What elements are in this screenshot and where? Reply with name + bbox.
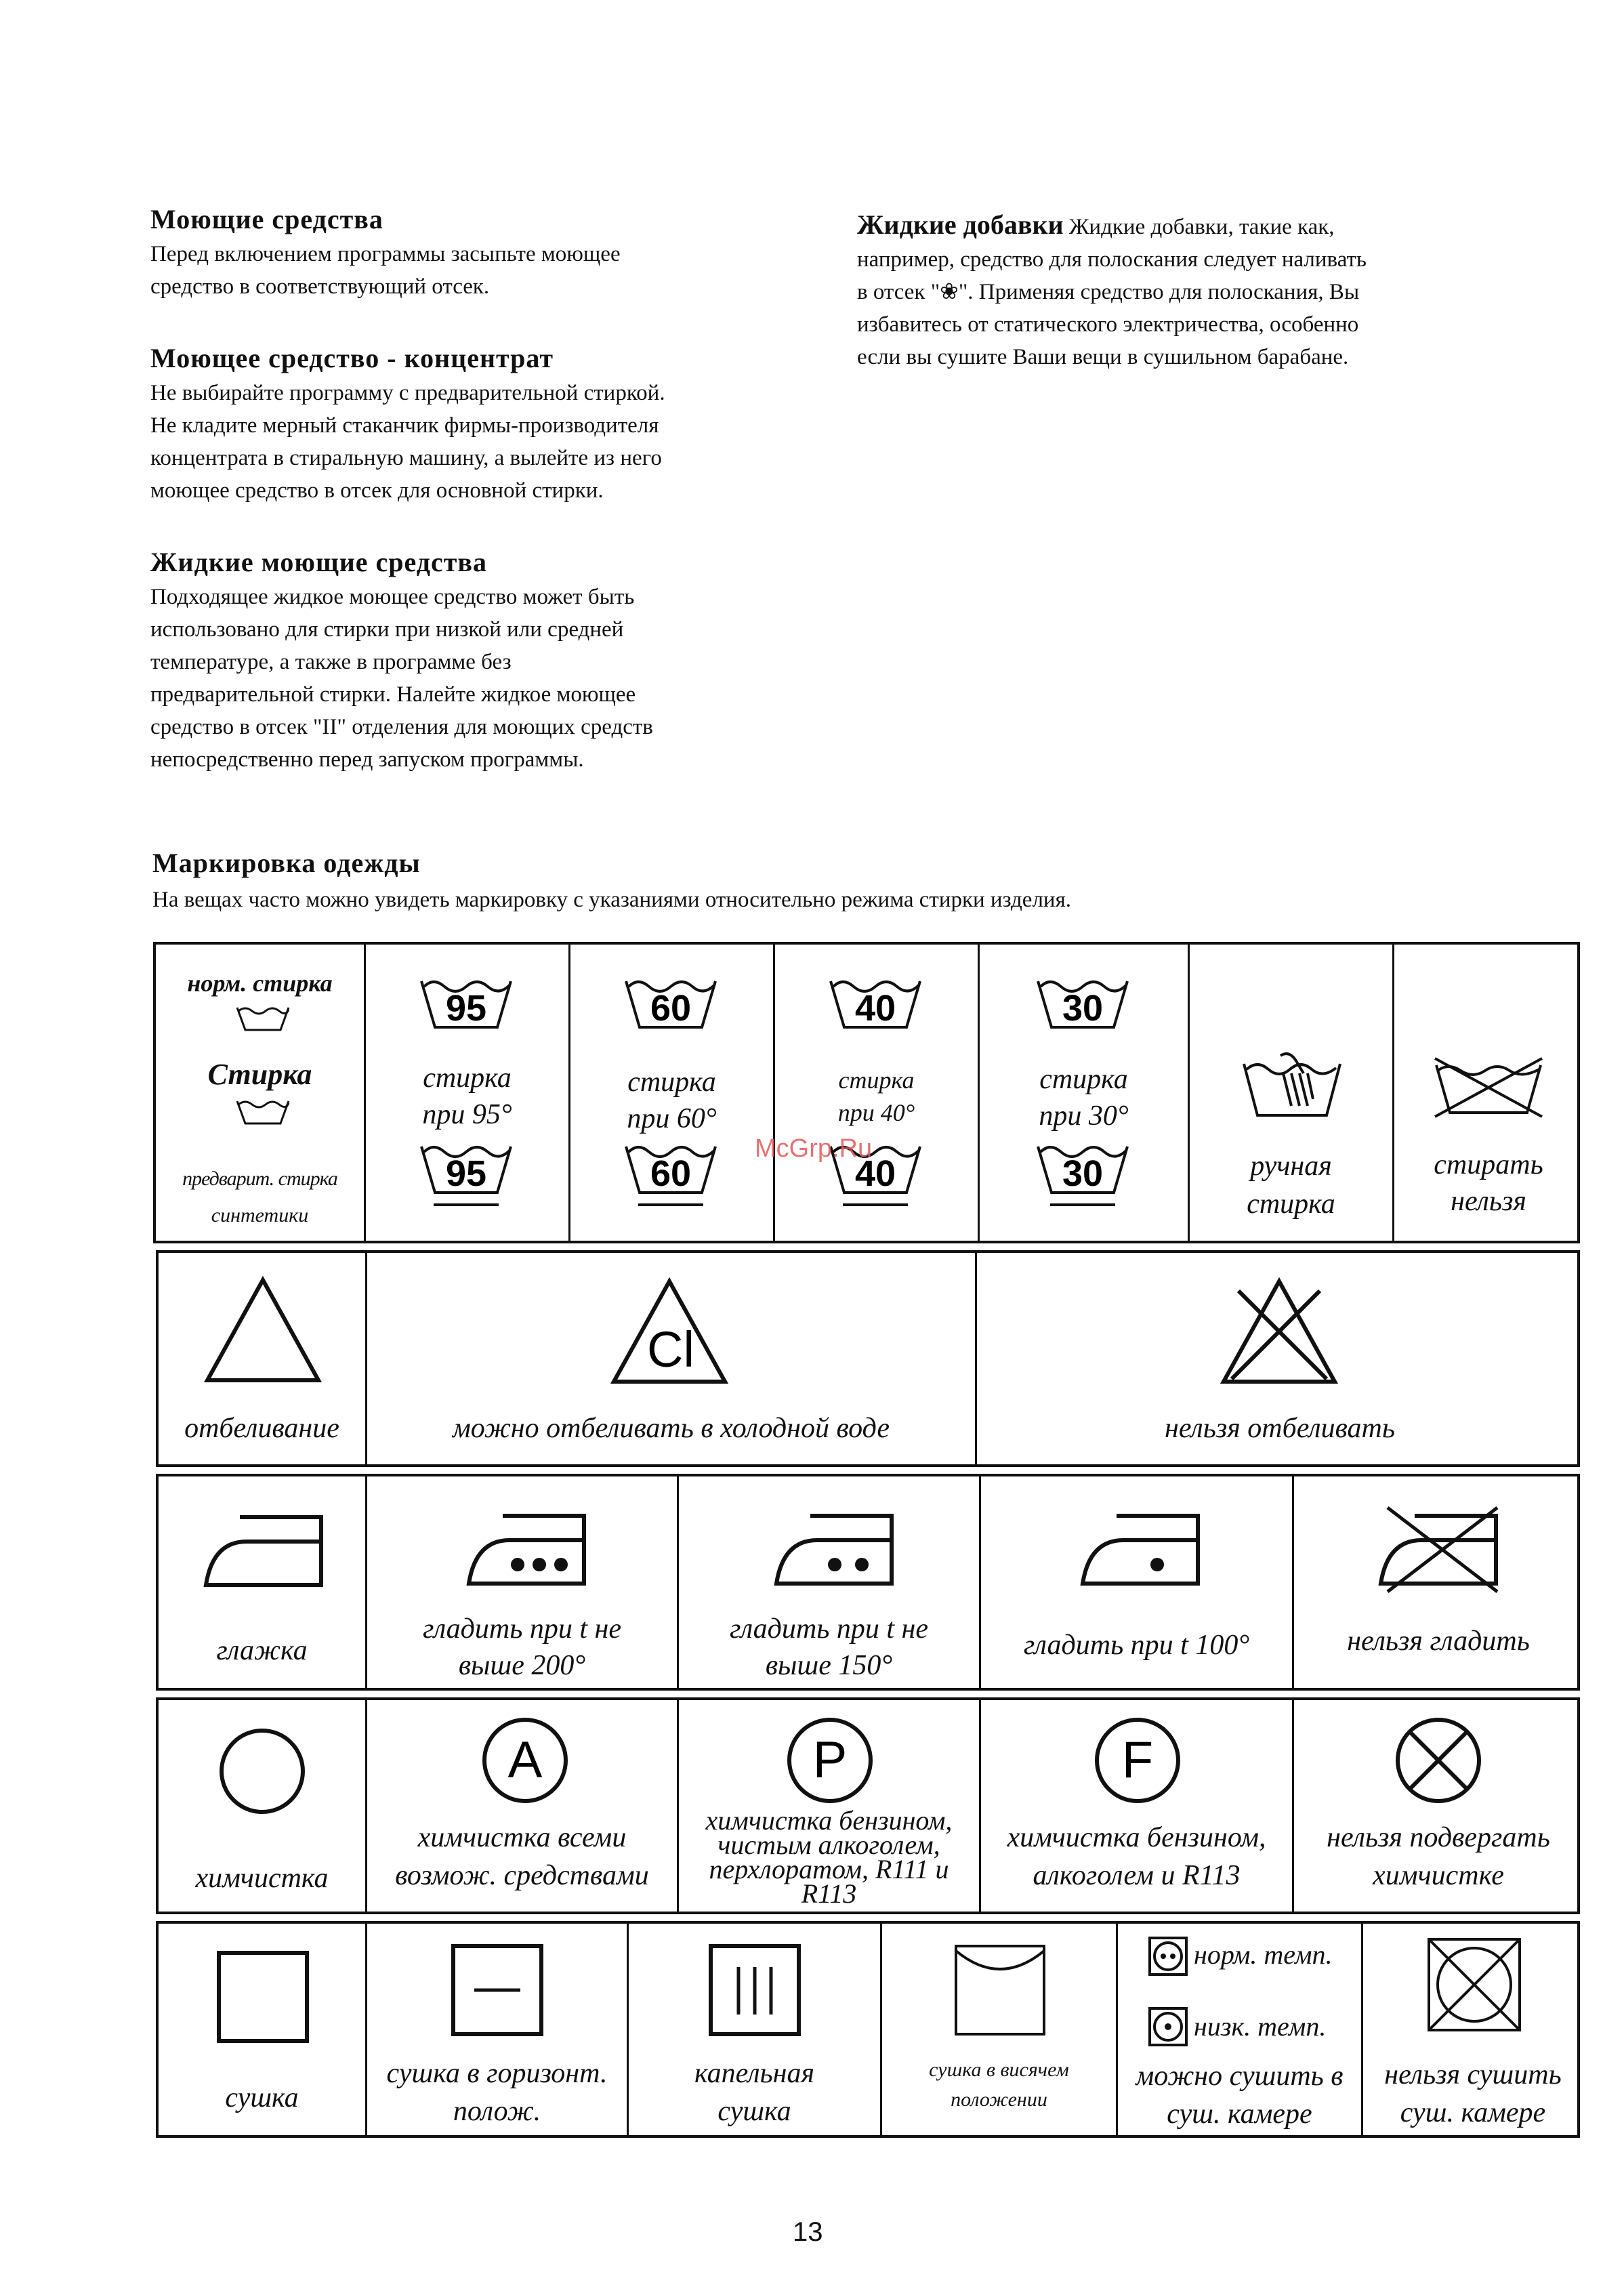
label-wash-40-line2: при 40° xyxy=(837,1099,915,1126)
wash-tub-95-synthetic-icon xyxy=(419,1142,514,1210)
label-dry-clean: химчистка xyxy=(195,1863,329,1894)
para-line: средство в соответствующий отсек. xyxy=(150,274,490,299)
para-line: использовано для стирки при низкой или средней xyxy=(150,617,624,642)
cell-no-wash xyxy=(1394,945,1583,1241)
label-dry-clean-f-2: алкоголем и R113 xyxy=(1033,1860,1241,1891)
label-iron-100: гладить при t 100° xyxy=(1023,1630,1250,1661)
dry-clean-circle-icon xyxy=(218,1727,306,1815)
no-dry-clean-icon xyxy=(1394,1716,1482,1804)
label-dry-clean-p-2: чистым алкоголем, xyxy=(717,1830,940,1860)
label-hang-dry-2: положении xyxy=(951,2088,1047,2111)
para-line: непосредственно перед запуском программы. xyxy=(150,747,584,772)
cell-dry-clean xyxy=(159,1700,367,1912)
temp-95: 95 xyxy=(445,1153,487,1194)
label-normal-wash: норм. стирка xyxy=(187,970,333,997)
label-synthetics: синтетики xyxy=(211,1204,309,1226)
f-symbol: F xyxy=(1121,1731,1154,1789)
cell-wash-60 xyxy=(570,945,775,1241)
cell-hang-dry xyxy=(882,1924,1118,2135)
label-prewash: предварит. стирка xyxy=(182,1168,337,1190)
wash-tub-icon xyxy=(236,1099,290,1126)
cell-wash-types xyxy=(156,945,366,1241)
left-column xyxy=(150,203,828,776)
cell-bleach-cold xyxy=(367,1253,977,1464)
label-tumble-1: можно сушить в xyxy=(1136,2061,1344,2092)
wash-tub-60-synthetic-icon xyxy=(623,1142,718,1210)
bleach-triangle-icon xyxy=(202,1276,324,1384)
label-wash-95-line2: при 95° xyxy=(422,1099,512,1130)
cell-dry-clean-p xyxy=(679,1700,981,1912)
dry-clean-a-icon xyxy=(481,1716,569,1804)
table-row-ironing xyxy=(156,1474,1580,1691)
temp-60: 60 xyxy=(650,1153,692,1194)
tumble-low-icon xyxy=(1148,2006,1188,2047)
watermark: McGrp.Ru xyxy=(755,1134,873,1163)
label-iron-150-2: выше 150° xyxy=(765,1650,893,1681)
para-line: Не кладите мерный стаканчик фирмы-производителя xyxy=(150,413,659,438)
table-row-bleaching xyxy=(156,1250,1580,1467)
label-drying: сушка xyxy=(225,2082,299,2113)
cell-drying xyxy=(159,1924,367,2135)
bleach-cl-icon xyxy=(608,1277,730,1386)
label-dry-clean-p-4: R113 xyxy=(801,1878,857,1909)
dry-flat-icon xyxy=(451,1944,543,2036)
drying-square-icon xyxy=(217,1951,309,2043)
label-iron: глажка xyxy=(216,1635,308,1666)
temp-95: 95 xyxy=(445,988,487,1029)
no-bleach-icon xyxy=(1218,1277,1340,1386)
label-wash: Стирка xyxy=(207,1058,312,1091)
para-line: предварительной стирки. Налейте жидкое моющее xyxy=(150,682,636,707)
label-tumble-normal: норм. темп. xyxy=(1194,1939,1333,1970)
label-wash-95-line1: стирка xyxy=(423,1062,512,1094)
para-line: если вы сушите Ваши вещи в сушильном барабане. xyxy=(857,345,1349,369)
label-drip-dry-2: сушка xyxy=(717,2096,791,2127)
cell-drip-dry xyxy=(629,1924,882,2135)
temp-30: 30 xyxy=(1062,1153,1104,1194)
label-dry-clean-a-1: химчистка всеми xyxy=(417,1822,627,1853)
tumble-normal-icon xyxy=(1148,1936,1188,1977)
label-no-tumble-2: суш. камере xyxy=(1400,2097,1546,2128)
label-dry-flat-2: полож. xyxy=(453,2096,541,2127)
cell-hand-wash xyxy=(1190,945,1394,1241)
para-line xyxy=(857,209,1535,243)
label-dry-clean-p-3: перхлоратом, R111 и xyxy=(709,1854,949,1884)
label-hang-dry-1: сушка в висячем xyxy=(929,2059,1069,2081)
wash-tub-95-icon xyxy=(419,977,514,1031)
para-line: Перед включением программы засыпьте моющее xyxy=(150,242,621,266)
dry-clean-p-icon xyxy=(786,1716,874,1804)
label-hand-wash-2: стирка xyxy=(1247,1189,1335,1220)
cell-iron-100 xyxy=(981,1476,1294,1688)
label-no-tumble-1: нельзя сушить xyxy=(1384,2059,1562,2090)
label-no-wash-1: стирать xyxy=(1434,1149,1543,1180)
marking-title: Маркировка одежды xyxy=(152,848,421,878)
cell-wash-40 xyxy=(755,945,980,1241)
cell-iron-200 xyxy=(367,1476,679,1688)
cell-no-tumble-dry xyxy=(1363,1924,1583,2135)
section-title-liquid: Жидкие моющие средства xyxy=(150,547,487,577)
section-title-additives: Жидкие добавки xyxy=(857,209,1064,240)
label-iron-150-1: гладить при t не xyxy=(730,1613,928,1645)
iron-2-dots-icon xyxy=(770,1513,898,1588)
cell-wash-95 xyxy=(366,945,570,1241)
cell-dry-clean-f xyxy=(981,1700,1294,1912)
wash-tub-icon xyxy=(236,1006,290,1033)
cell-iron xyxy=(159,1476,367,1688)
label-dry-clean-p-1: химчистка бензином, xyxy=(705,1805,953,1836)
cell-iron-150 xyxy=(679,1476,981,1688)
para-line: Не выбирайте программу с предварительной стиркой. xyxy=(150,381,665,405)
p-symbol: P xyxy=(812,1731,848,1789)
label-tumble-2: суш. камере xyxy=(1167,2099,1312,2130)
no-tumble-dry-icon xyxy=(1427,1937,1522,2032)
cell-dry-clean-a xyxy=(367,1700,679,1912)
iron-3-dots-icon xyxy=(462,1513,591,1588)
table-row-dry-cleaning xyxy=(156,1697,1580,1914)
temp-40: 40 xyxy=(854,988,896,1029)
cell-tumble-dry xyxy=(1118,1924,1363,2135)
label-no-dry-clean-1: нельзя подвергать xyxy=(1327,1822,1550,1853)
label-bleach-cold: можно отбеливать в холодной воде xyxy=(452,1413,890,1444)
a-symbol: A xyxy=(507,1731,543,1789)
marking-intro: На вещах часто можно увидеть маркировку с указаниями относительно режима стирки изделия. xyxy=(152,888,1072,912)
para-line: моющее средство в отсек для основной стирки. xyxy=(150,478,604,503)
label-wash-60-line1: стирка xyxy=(627,1067,716,1098)
label-dry-clean-f-1: химчистка бензином, xyxy=(1007,1822,1266,1853)
iron-1-dot-icon xyxy=(1076,1513,1205,1588)
cell-no-dry-clean xyxy=(1294,1700,1583,1912)
cell-bleach xyxy=(159,1253,367,1464)
label-bleach: отбеливание xyxy=(184,1413,339,1444)
hang-dry-icon xyxy=(954,1944,1046,2036)
label-no-bleach: нельзя отбеливать xyxy=(1164,1413,1396,1444)
para-line: температуре, а также в программе без xyxy=(150,650,512,674)
label-no-dry-clean-2: химчистке xyxy=(1373,1860,1504,1891)
para-line: Подходящее жидкое моющее средство может быть xyxy=(150,585,635,609)
label-dry-flat-1: сушка в горизонт. xyxy=(386,2058,608,2089)
cl-symbol: Cl xyxy=(647,1321,694,1378)
iron-icon xyxy=(199,1514,328,1589)
label-dry-clean-a-2: возмож. средствами xyxy=(395,1860,649,1891)
label-wash-40-line1: стирка xyxy=(838,1067,915,1094)
section-title-concentrate: Моющее средство - концентрат xyxy=(150,343,554,373)
para-line: избавитесь от статического электричества, особенно xyxy=(857,312,1359,337)
section-title-detergents: Моющие средства xyxy=(150,204,383,234)
para-line: концентрата в стиральную машину, а вылейте из него xyxy=(150,446,662,470)
table-row-washing xyxy=(153,942,1580,1243)
wash-tub-60-icon xyxy=(623,977,718,1031)
cell-no-bleach xyxy=(977,1253,1583,1464)
wash-tub-40-icon xyxy=(828,977,923,1031)
page-number: 13 xyxy=(793,2217,823,2247)
para-first-line: Жидкие добавки, такие как, xyxy=(1063,215,1335,239)
no-wash-icon xyxy=(1431,1058,1546,1117)
label-wash-60-line2: при 60° xyxy=(627,1103,717,1134)
label-tumble-low: низк. темп. xyxy=(1194,2011,1327,2042)
label-wash-30-line1: стирка xyxy=(1039,1064,1128,1095)
cell-no-iron xyxy=(1294,1476,1583,1688)
dry-clean-f-icon xyxy=(1094,1716,1182,1804)
label-iron-200-1: гладить при t не xyxy=(423,1613,621,1645)
hand-wash-icon xyxy=(1241,1053,1343,1121)
label-hand-wash-1: ручная xyxy=(1250,1151,1332,1182)
drip-dry-icon xyxy=(709,1944,801,2036)
label-wash-30-line2: при 30° xyxy=(1039,1100,1129,1132)
table-row-drying xyxy=(156,1921,1580,2138)
wash-tub-30-synthetic-icon xyxy=(1035,1142,1130,1210)
cell-dry-flat xyxy=(367,1924,629,2135)
label-no-iron: нельзя гладить xyxy=(1347,1626,1530,1657)
temp-60: 60 xyxy=(650,988,692,1029)
no-iron-icon xyxy=(1374,1506,1503,1594)
label-iron-200-2: выше 200° xyxy=(458,1650,586,1681)
temp-40: 40 xyxy=(854,1153,896,1194)
cell-wash-30 xyxy=(980,945,1190,1241)
label-no-wash-2: нельзя xyxy=(1451,1186,1526,1217)
temp-30: 30 xyxy=(1062,988,1104,1029)
para-line: в отсек "❀". Применяя средство для полоскания, Вы xyxy=(857,280,1360,304)
label-drip-dry-1: капельная xyxy=(694,2058,814,2089)
right-column xyxy=(857,209,1535,373)
para-line: средство в отсек "II" отделения для моющих средств xyxy=(150,715,653,739)
para-line: например, средство для полоскания следует наливать xyxy=(857,247,1367,272)
wash-tub-30-icon xyxy=(1035,977,1130,1031)
